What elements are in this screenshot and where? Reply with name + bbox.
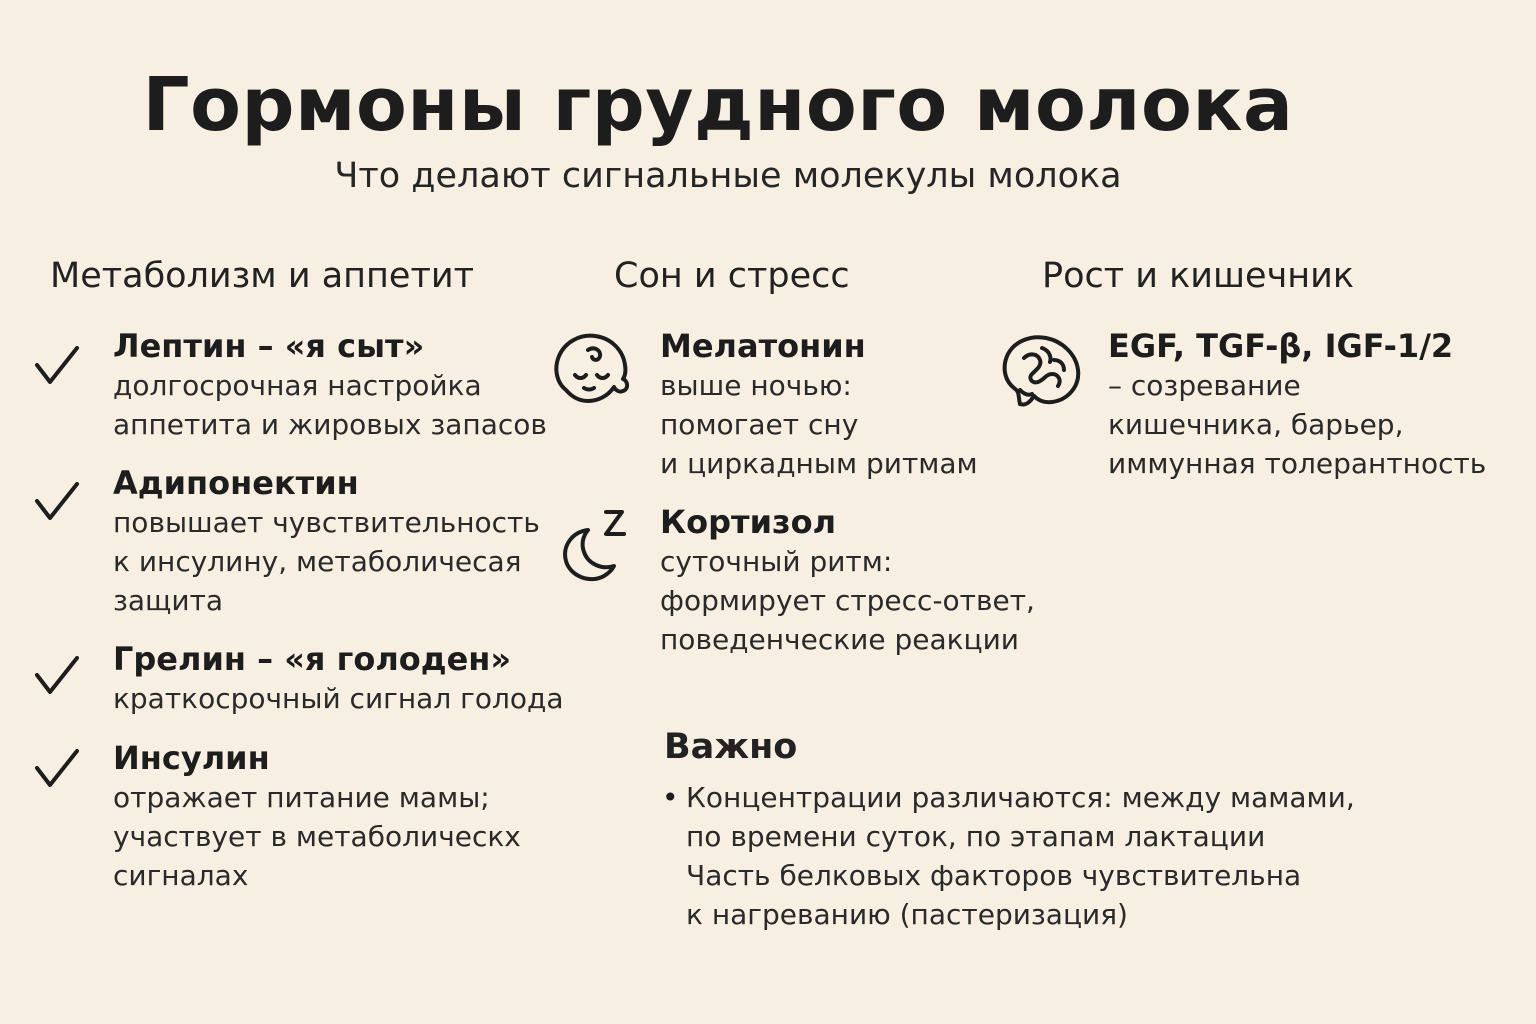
item-name: Мелатонин [660,327,866,365]
item-leptin [113,326,547,444]
list-item-ghrelin [32,652,82,706]
item-description: – созревание кишечника, барьер, иммунная толерантность [1108,369,1487,480]
item-description: выше ночью: помогает сну и циркадным ритмам [660,369,978,480]
list-item-insulin [32,745,82,799]
bullet-icon: • [662,781,679,814]
list-item-leptin [32,342,82,396]
checkmark-icon [32,342,82,392]
item-name: Инсулин [113,739,270,777]
checkmark-icon [32,478,82,528]
checkmark-icon [32,745,82,795]
item-melatonin [660,326,978,483]
item-growth-factors [1108,326,1486,483]
cortisol-icon-wrap [554,500,638,588]
gut-icon [998,330,1082,414]
sleeping-baby-icon [548,328,632,412]
page-subtitle: Что делают сигнальные молекулы молока [334,156,1122,196]
moon-zzz-icon [554,500,638,584]
note-heading: Важно [664,727,798,767]
item-description: отражает питание мамы; участвует в метаболическх сигналах [113,781,521,892]
column-heading-growth: Рост и кишечник [1042,256,1355,296]
item-name: Лептин – «я сыт» [113,327,425,365]
list-item-adiponectin [32,478,82,532]
item-insulin [113,738,521,895]
item-description: краткосрочный сигнал голода [113,682,564,715]
note-text: Концентрации различаются: между мамами, по времени суток, по этапам лактации Часть белковых факторов чувствительна к нагреванию (пастеризация) [686,781,1355,931]
checkmark-icon [32,652,82,702]
item-adiponectin [113,463,540,620]
melatonin-icon-wrap [548,328,632,416]
item-description: повышает чувствительность к инсулину, метаболичесая защита [113,506,540,617]
item-description: суточный ритм: формирует стресс-ответ, поведенческие реакции [660,545,1035,656]
item-ghrelin [113,639,564,718]
item-name: Адипонектин [113,464,359,502]
item-name: Грелин – «я голоден» [113,640,512,678]
item-name: EGF, TGF-β, IGF-1/2 [1108,327,1454,365]
gut-icon-wrap [998,330,1082,418]
page-title: Гормоны грудного молока [142,62,1294,148]
column-heading-metabolism: Метаболизм и аппетит [50,256,474,296]
item-name: Кортизол [660,503,837,541]
column-heading-sleep: Сон и стресс [614,256,850,296]
item-cortisol [660,502,1035,659]
item-description: долгосрочная настройка аппетита и жировых запасов [113,369,547,441]
note-item [662,778,1386,934]
